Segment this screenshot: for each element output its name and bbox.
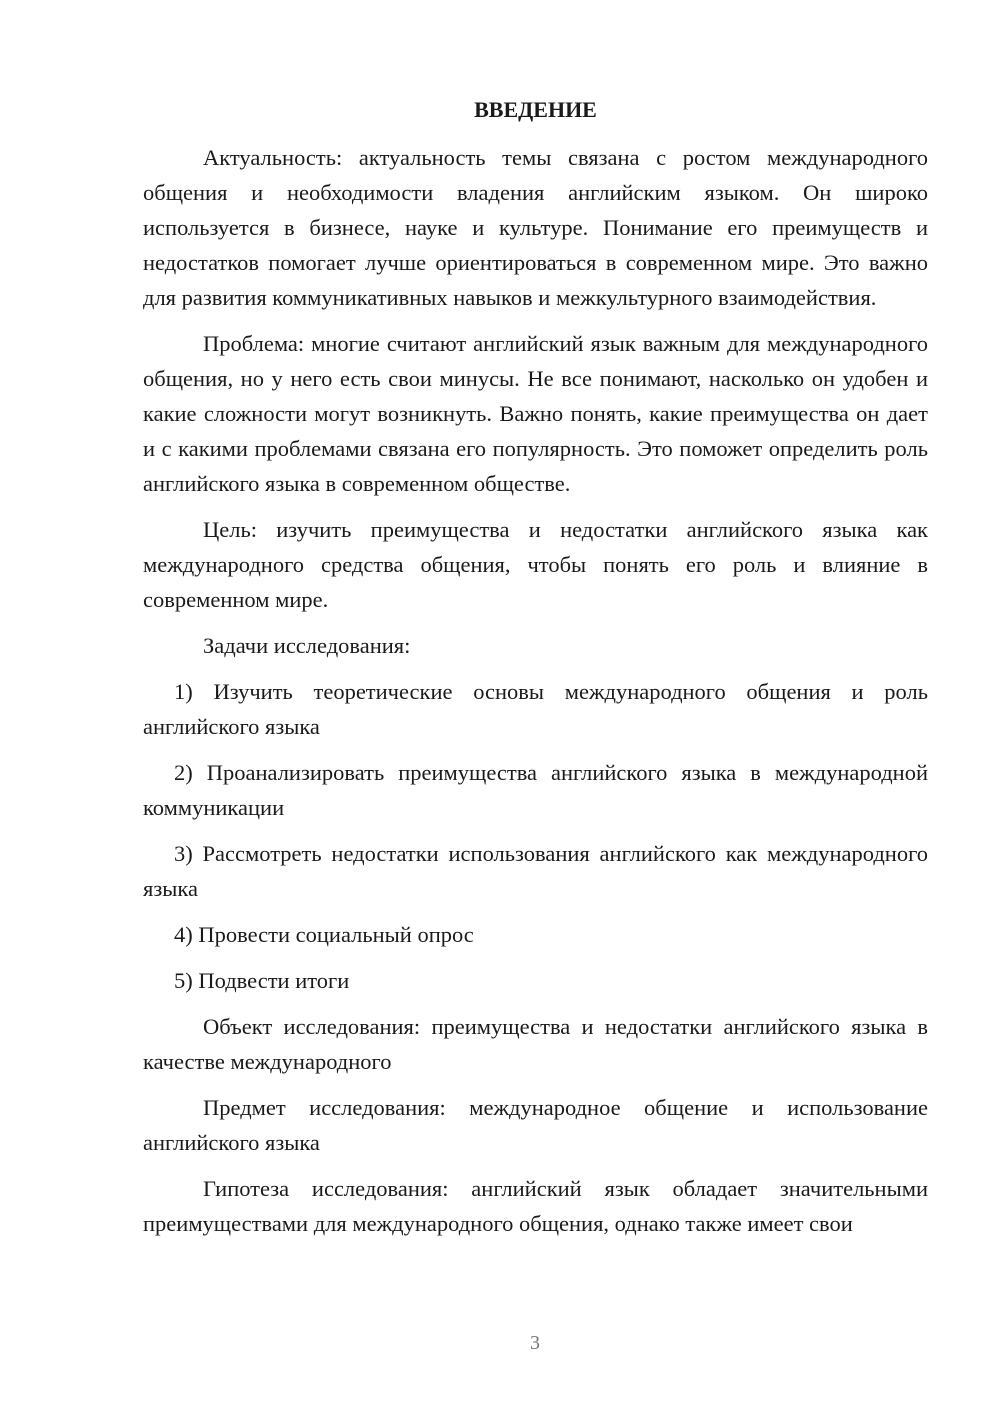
relevance-paragraph: Актуальность: актуальность темы связана с ростом международного общения и необходимости владения английским языком. Он широко используется в бизнесе, науке и культуре. Понимание его преимуществ и недостатков помогает лучше ориентироваться в современном мире. Это важно для развития коммуникативных навыков и межкультурного взаимодействия. <box>143 145 928 310</box>
page-number: 3 <box>530 1332 540 1354</box>
tasks-heading: Задачи исследования: <box>203 633 411 658</box>
section-title: ВВЕДЕНИЕ <box>474 97 597 122</box>
subject-paragraph: Предмет исследования: международное общение и использование английского языка <box>143 1095 928 1155</box>
task-item-1: 1) Изучить теоретические основы международного общения и роль английского языка <box>143 679 928 739</box>
object-paragraph: Объект исследования: преимущества и недостатки английского языка в качестве международного <box>143 1014 928 1074</box>
problem-paragraph: Проблема: многие считают английский язык важным для международного общения, но у него есть свои минусы. Не все понимают, насколько он удобен и какие сложности могут возникнуть. Важно понять, какие преимущества он дает и с какими проблемами связана его популярность. Это поможет определить роль английского языка в современном обществе. <box>143 331 928 496</box>
goal-paragraph: Цель: изучить преимущества и недостатки английского языка как международного средства общения, чтобы понять его роль и влияние в современном мире. <box>143 517 928 612</box>
task-item-2: 2) Проанализировать преимущества английского языка в международной коммуникации <box>143 760 928 820</box>
hypothesis-paragraph: Гипотеза исследования: английский язык обладает значительными преимуществами для международного общения, однако также имеет свои <box>143 1176 928 1236</box>
task-item-4: 4) Провести социальный опрос <box>174 922 474 947</box>
task-item-5: 5) Подвести итоги <box>174 968 350 993</box>
task-item-3: 3) Рассмотреть недостатки использования английского как международного языка <box>143 841 928 901</box>
page-content <box>143 92 928 1252</box>
